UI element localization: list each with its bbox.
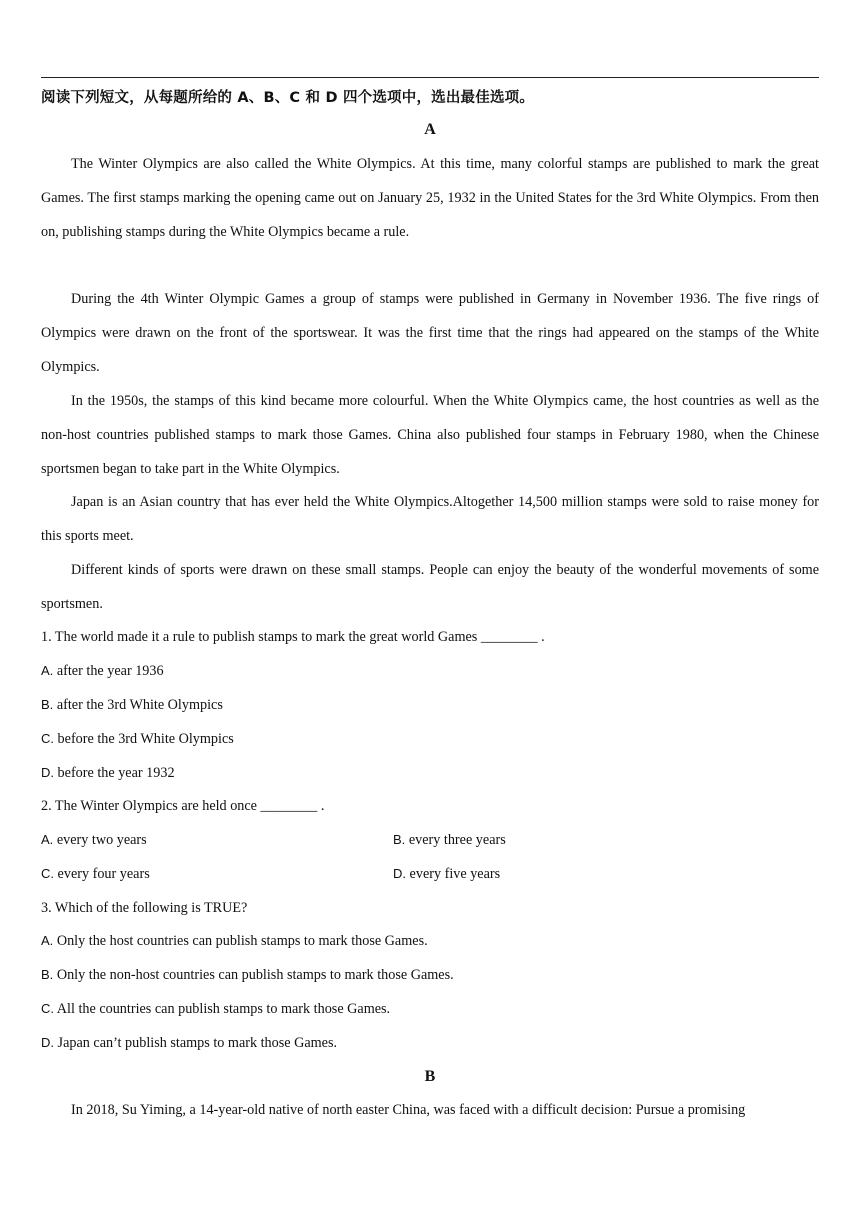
passage-paragraph-3: In the 1950s, the stamps of this kind became more colourful. When the White Olympics came, the host countries as well as the non-host countries published stamps to mark those Games. China also published four stamps in February 1980, when the Chinese sportsmen began to take part in the White Olympics. xyxy=(41,393,819,477)
question-1-option-c[interactable]: C. before the 3rd White Olympics xyxy=(41,731,234,747)
question-2-stem: 2. The Winter Olympics are held once ________ . xyxy=(41,798,325,814)
passage-paragraph-5: Different kinds of sports were drawn on these small stamps. People can enjoy the beauty of the wonderful movements of some sportsmen. xyxy=(41,562,819,612)
question-1-option-a[interactable]: A. after the year 1936 xyxy=(41,663,164,679)
instruction-text: 阅读下列短文，从每题所给的 A、B、C 和 D 四个选项中，选出最佳选项。 xyxy=(41,90,535,106)
passage-b-paragraph-1: In 2018, Su Yiming, a 14-year-old native of north easter China, was faced with a difficult decision: Pursue a promising xyxy=(71,1102,746,1118)
question-2-option-c[interactable]: C. every four years xyxy=(41,866,150,882)
question-3-option-a[interactable]: A. Only the host countries can publish stamps to mark those Games. xyxy=(41,933,428,949)
question-1-option-b[interactable]: B. after the 3rd White Olympics xyxy=(41,697,223,713)
question-2-option-d[interactable]: D. every five years xyxy=(393,866,501,882)
question-3-option-c[interactable]: C. All the countries can publish stamps to mark those Games. xyxy=(41,1001,391,1017)
top-rule xyxy=(41,77,819,78)
question-3-stem: 3. Which of the following is TRUE? xyxy=(41,900,248,916)
question-1-stem: 1. The world made it a rule to publish stamps to mark the great world Games ________ . xyxy=(41,629,545,645)
passage-paragraph-2: During the 4th Winter Olympic Games a group of stamps were published in Germany in November 1936. The five rings of Olympics were drawn on the front of the sportswear. It was the first time that the rings had appeared on the stamps of the White Olympics. xyxy=(41,291,819,375)
passage-paragraph-1: The Winter Olympics are also called the White Olympics. At this time, many colorful stamps are published to mark the great Games. The first stamps marking the opening came out on January 25, 1932 in the United States for the 3rd White Olympics. From then on, publishing stamps during the White Olympics became a rule. xyxy=(41,156,819,240)
passage-paragraph-4: Japan is an Asian country that has ever held the White Olympics.Altogether 14,500 million stamps were sold to raise money for this sports meet. xyxy=(41,494,819,544)
question-1-option-d[interactable]: D. before the year 1932 xyxy=(41,765,175,781)
section-a-title: A xyxy=(424,121,436,138)
question-2-option-b[interactable]: B. every three years xyxy=(393,832,506,848)
section-b-title: B xyxy=(424,1068,436,1085)
question-2-option-a[interactable]: A. every two years xyxy=(41,832,147,848)
question-3-option-d[interactable]: D. Japan can’t publish stamps to mark those Games. xyxy=(41,1035,338,1051)
question-3-option-b[interactable]: B. Only the non-host countries can publish stamps to mark those Games. xyxy=(41,967,454,983)
